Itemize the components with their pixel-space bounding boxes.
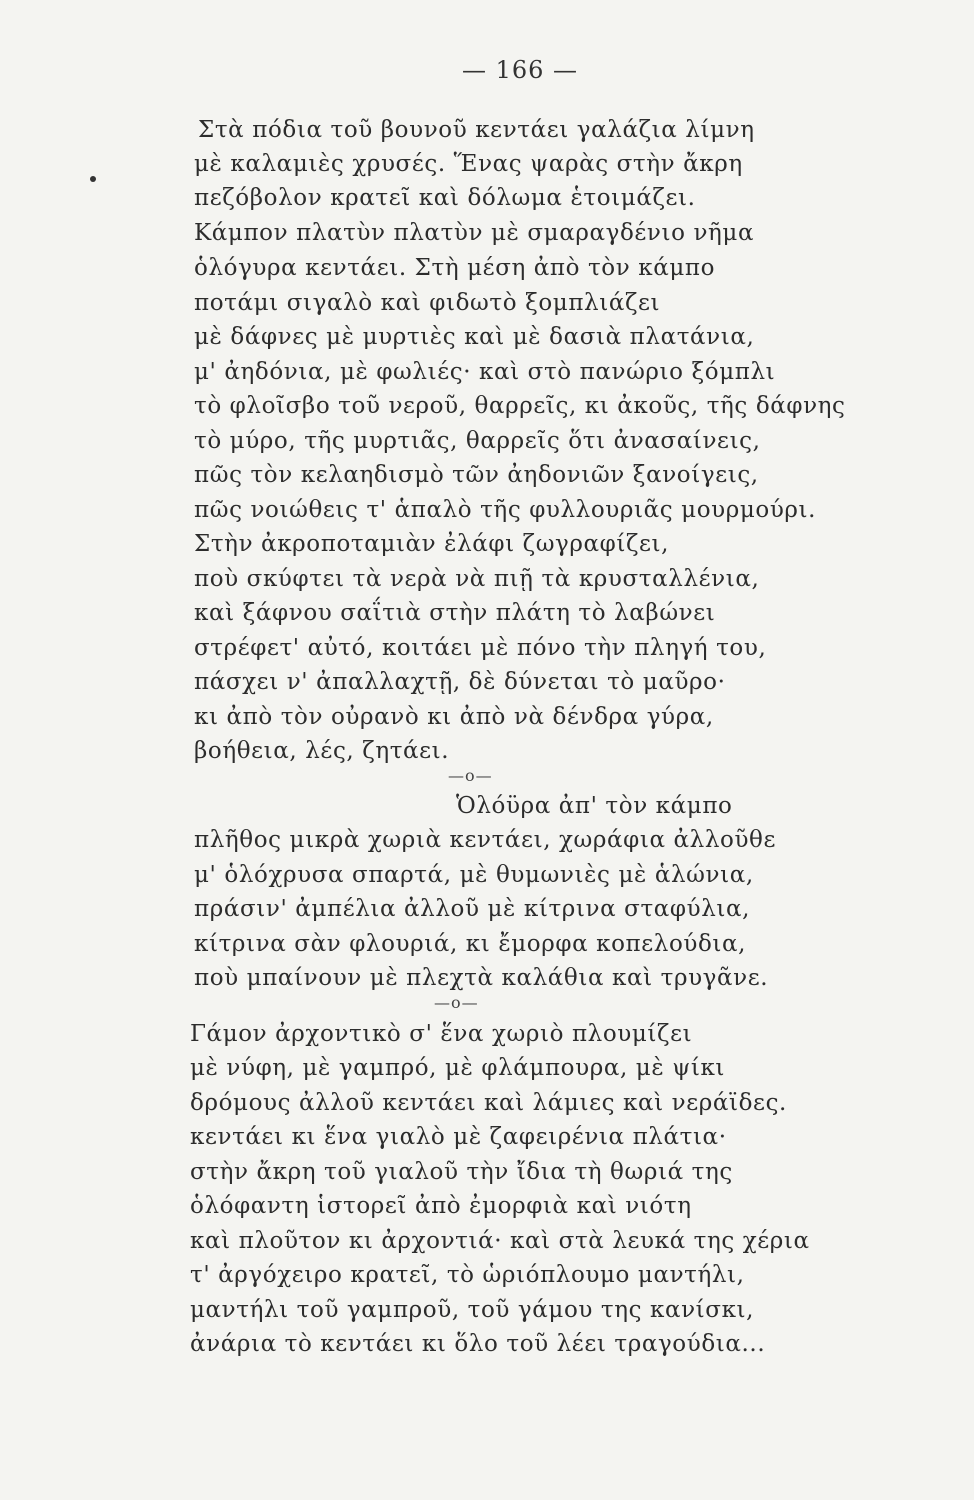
poem-line: στρέφετ' αὐτό, κοιτάει μὲ πόνο τὴν πληγή του, [194, 635, 767, 661]
poem-line: μὲ νύφη, μὲ γαμπρό, μὲ φλάμπουρα, μὲ ψίκι [190, 1055, 726, 1081]
poem-line: πῶς νοιώθεις τ' ἁπαλὸ τῆς φυλλουριᾶς μουρμούρι. [194, 497, 817, 523]
poem-line: πλῆθος μικρὰ χωριὰ κεντάει, χωράφια ἀλλοῦθε [194, 827, 777, 853]
ink-speck [90, 176, 96, 182]
poem-line: μ' ὁλόχρυσα σπαρτά, μὲ θυμωνιὲς μὲ ἁλώνια, [194, 862, 754, 888]
poem-line: βοήθεια, λές, ζητάει. [194, 738, 450, 764]
poem-line: μαντήλι τοῦ γαμπροῦ, τοῦ γάμου της κανίσκι, [190, 1297, 755, 1323]
poem-line: ἀνάρια τὸ κεντάει κι ὅλο τοῦ λέει τραγούδια... [190, 1331, 766, 1357]
poem-line: κεντάει κι ἕνα γιαλὸ μὲ ζαφειρένια πλάτια· [190, 1124, 727, 1150]
poem-line: δρόμους ἀλλοῦ κεντάει καὶ λάμιες καὶ νεράϊδες. [190, 1090, 787, 1116]
poem-line: Κάμπον πλατὺν πλατὺν μὲ σμαραγδένιο νῆμα [194, 220, 755, 246]
poem-line: ὁλόφαντη ἱστορεῖ ἀπὸ ἐμορφιὰ καὶ νιότη [190, 1193, 692, 1219]
poem-line: πάσχει ν' ἀπαλλαχτῇ, δὲ δύνεται τὸ μαῦρο· [194, 669, 726, 695]
poem-line: Στὰ πόδια τοῦ βουνοῦ κεντάει γαλάζια λίμνη [198, 117, 755, 143]
poem-line: ποτάμι σιγαλὸ καὶ φιδωτὸ ξομπλιάζει [194, 290, 661, 316]
poem-line: πεζόβολον κρατεῖ καὶ δόλωμα ἑτοιμάζει. [194, 185, 696, 211]
section-separator: —ο— [448, 766, 493, 785]
poem-line: μὲ καλαμιὲς χρυσές. Ἕνας ψαρὰς στὴν ἄκρη [194, 151, 743, 177]
poem-line: Ὁλόϋρα ἀπ' τὸν κάμπο [456, 793, 733, 819]
poem-line: κίτρινα σὰν φλουριά, κι ἔμορφα κοπελούδια, [194, 931, 747, 957]
poem-line: καὶ ξάφνου σαΐτιὰ στὴν πλάτη τὸ λαβώνει [194, 600, 716, 626]
poem-line: τὸ φλοῖσβο τοῦ νεροῦ, θαρρεῖς, κι ἀκοῦς, τῆς δάφνης [194, 393, 846, 419]
poem-line: τ' ἀργόχειρο κρατεῖ, τὸ ὡριόπλουμο μαντήλι, [190, 1262, 745, 1288]
poem-line: ποὺ σκύφτει τὰ νερὰ νὰ πιῇ τὰ κρυσταλλένια, [194, 566, 760, 592]
poem-line: μὲ δάφνες μὲ μυρτιὲς καὶ μὲ δασιὰ πλατάνια, [194, 324, 755, 350]
poem-line: κι ἀπὸ τὸν οὐρανὸ κι ἀπὸ νὰ δένδρα γύρα, [194, 704, 714, 730]
poem-line: Γάμον ἀρχοντικὸ σ' ἕνα χωριὸ πλουμίζει [190, 1021, 693, 1047]
poem-line: τὸ μύρο, τῆς μυρτιᾶς, θαρρεῖς ὅτι ἀνασαίνεις, [194, 428, 761, 454]
poem-line: πράσιν' ἀμπέλια ἀλλοῦ μὲ κίτρινα σταφύλια, [194, 896, 751, 922]
poem-line: ὁλόγυρα κεντάει. Στὴ μέση ἀπὸ τὸν κάμπο [194, 255, 716, 281]
poem-line: καὶ πλοῦτον κι ἀρχοντιά· καὶ στὰ λευκά της χέρια [190, 1228, 810, 1254]
poem-line: στὴν ἄκρη τοῦ γιαλοῦ τὴν ἴδια τὴ θωριά της [190, 1159, 733, 1185]
section-separator: —ο— [434, 993, 479, 1012]
poem-line: ποὺ μπαίνουν μὲ πλεχτὰ καλάθια καὶ τρυγᾶνε. [194, 965, 769, 991]
page-number: — 166 — [461, 56, 579, 84]
poem-line: μ' ἀηδόνια, μὲ φωλιές· καὶ στὸ πανώριο ξόμπλι [194, 359, 776, 385]
poem-line: πῶς τὸν κελαηδισμὸ τῶν ἀηδονιῶν ξανοίγεις, [194, 462, 759, 488]
poem-line: Στὴν ἀκροποταμιὰν ἐλάφι ζωγραφίζει, [194, 531, 670, 557]
